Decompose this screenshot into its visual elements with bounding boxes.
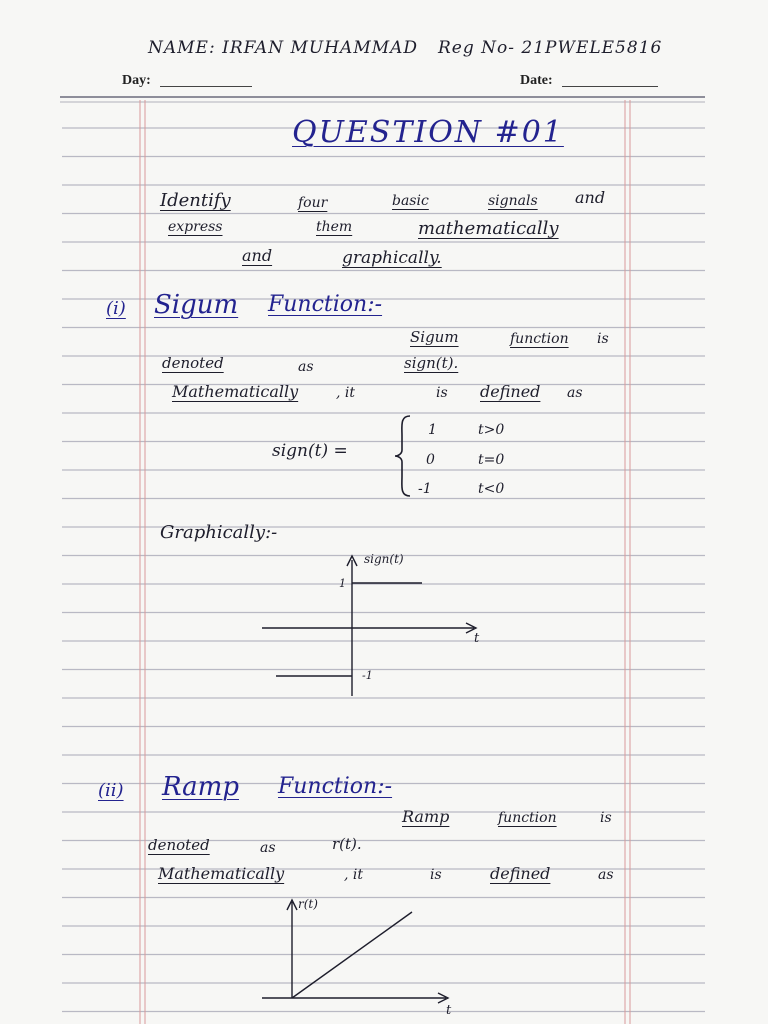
date-label: Date: [520, 73, 553, 88]
intro-word: basic [392, 193, 429, 209]
ramp-t-label: t [446, 1003, 452, 1018]
case2-condition: t=0 [478, 452, 505, 468]
s2-word: r(t). [332, 835, 362, 853]
intro-word: signals [488, 193, 538, 209]
intro-word: graphically. [342, 248, 442, 268]
s2-word: , it [344, 867, 364, 883]
ramp-y-label: r(t) [298, 897, 318, 911]
day-label: Day: [122, 73, 151, 88]
s2-word: as [260, 840, 276, 856]
student-name: NAME: IRFAN MUHAMMAD [148, 38, 419, 58]
intro-word: mathematically [418, 218, 559, 239]
intro-word: and [575, 188, 606, 207]
s2-word: Ramp [402, 807, 450, 826]
piecewise-brace [394, 414, 414, 498]
intro-word: express [168, 219, 223, 235]
s1-word: denoted [162, 354, 224, 372]
s1-word: is [597, 331, 609, 347]
intro-word: Identify [160, 190, 231, 211]
case3-value: -1 [418, 481, 432, 497]
day-field-line [160, 86, 252, 87]
s2-word: defined [490, 864, 551, 883]
s2-word: as [598, 867, 614, 883]
s2-word: function [498, 810, 557, 826]
s1-word: Sigum [410, 328, 459, 346]
section2-number: (ii) [98, 780, 124, 801]
section2-name: Ramp [162, 772, 239, 802]
graphically-label: Graphically:- [160, 522, 278, 543]
s2-word: Mathematically [158, 864, 285, 883]
s1-word: sign(t). [404, 354, 459, 372]
signum-tick-minus-one: -1 [362, 669, 373, 682]
s2-word: is [430, 867, 442, 883]
section1-number: (i) [106, 298, 126, 319]
case1-value: 1 [428, 422, 437, 438]
intro-word: and [242, 246, 273, 265]
case1-condition: t>0 [478, 422, 505, 438]
s1-word: defined [480, 382, 541, 401]
registration-number: Reg No- 21PWELE5816 [438, 38, 663, 58]
s1-word: as [567, 385, 583, 401]
date-field-line [562, 86, 658, 87]
s1-word: is [436, 385, 448, 401]
section1-function-word: Function:- [268, 292, 383, 317]
signum-t-label: t [474, 631, 480, 646]
signum-y-label: sign(t) [364, 552, 404, 566]
case2-value: 0 [426, 452, 435, 468]
case3-condition: t<0 [478, 481, 505, 497]
section2-function-word: Function:- [278, 774, 393, 799]
intro-word: four [298, 195, 328, 211]
s1-word: , it [336, 385, 356, 401]
sign-equation-lhs: sign(t) = [272, 441, 348, 461]
question-title: QUESTION #01 [292, 115, 564, 150]
section1-name: Sigum [154, 290, 239, 320]
s1-word: function [510, 331, 569, 347]
s1-word: as [298, 359, 314, 375]
intro-word: them [316, 219, 353, 235]
signum-tick-one: 1 [339, 577, 346, 590]
s2-word: denoted [148, 836, 210, 854]
s1-word: Mathematically [172, 382, 299, 401]
s2-word: is [600, 810, 612, 826]
